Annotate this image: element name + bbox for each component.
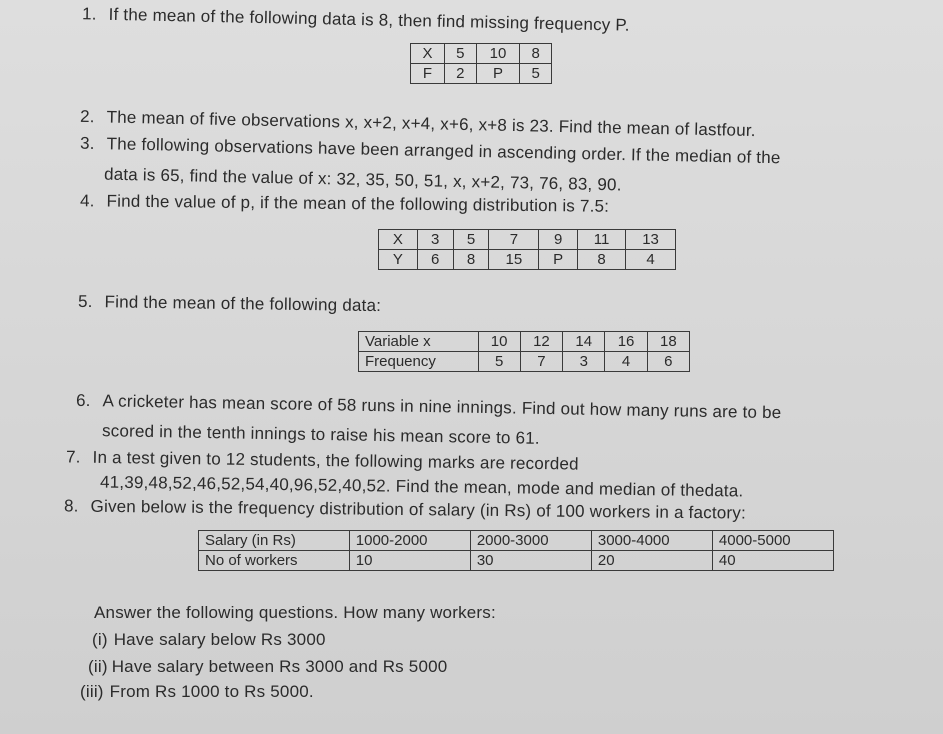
- table-cell: 6: [417, 250, 453, 270]
- question-text: The following observations have been arranged in ascending order. If the median of the: [106, 134, 781, 168]
- table-cell: 3000-4000: [591, 531, 712, 551]
- question-number: 4.: [79, 191, 95, 211]
- question-text: 41,39,48,52,46,52,54,40,96,52,40,52. Find the mean, mode and median of thedata.: [99, 472, 744, 501]
- table-cell: 12: [520, 332, 562, 352]
- table-cell: 10: [476, 44, 520, 64]
- question-number: 7.: [65, 447, 81, 467]
- table-cell: 7: [489, 230, 539, 250]
- question-7: [66, 447, 579, 474]
- table-cell: 5: [520, 64, 552, 84]
- table-cell: 10: [349, 551, 470, 571]
- table-cell: Salary (in Rs): [199, 531, 350, 551]
- table-cell: 9: [539, 230, 578, 250]
- table-row: [199, 531, 834, 551]
- table-cell: P: [539, 250, 578, 270]
- table-row: [359, 332, 690, 352]
- question-8: [64, 496, 746, 523]
- question-number: 1.: [81, 4, 97, 24]
- table-cell: 4: [605, 352, 647, 372]
- table-cell: 18: [647, 332, 689, 352]
- table-cell: 5: [453, 230, 489, 250]
- question-1: [82, 4, 630, 35]
- question-text: If the mean of the following data is 8, then find missing frequency P.: [108, 4, 630, 35]
- question-text: In a test given to 12 students, the following marks are recorded: [92, 447, 579, 474]
- table-cell: 5: [445, 44, 477, 64]
- table-cell: 14: [563, 332, 605, 352]
- question-text: scored in the tenth innings to raise his mean score to 61.: [101, 421, 540, 448]
- table-cell: X: [411, 44, 445, 64]
- q1-table: [410, 43, 552, 84]
- sub-question-label: (ii): [88, 657, 108, 676]
- table-cell: 40: [712, 551, 833, 571]
- question-3-continued: [104, 165, 622, 196]
- table-cell: 7: [520, 352, 562, 372]
- table-row: [411, 64, 552, 84]
- table-row: [411, 44, 552, 64]
- table-cell: 15: [489, 250, 539, 270]
- sub-question-iii: [80, 682, 314, 702]
- table-cell: 8: [578, 250, 626, 270]
- table-cell: 10: [478, 332, 520, 352]
- q8-table: [198, 530, 834, 571]
- question-text: Find the value of p, if the mean of the following distribution is 7.5:: [106, 191, 610, 216]
- table-cell: Y: [379, 250, 418, 270]
- question-text: Given below is the frequency distribution of salary (in Rs) of 100 workers in a factory:: [90, 496, 747, 523]
- table-cell: 5: [478, 352, 520, 372]
- table-cell: 8: [453, 250, 489, 270]
- table-cell: 1000-2000: [349, 531, 470, 551]
- answer-intro: [94, 603, 496, 623]
- table-cell: P: [476, 64, 520, 84]
- question-text: The mean of five observations x, x+2, x+4, x+6, x+8 is 23. Find the mean of lastfour.: [106, 107, 756, 141]
- question-text: Find the mean of the following data:: [104, 292, 382, 316]
- table-row: [199, 551, 834, 571]
- table-cell: 13: [626, 230, 676, 250]
- sub-question-text: Have salary below Rs 3000: [113, 630, 326, 649]
- table-cell: Frequency: [359, 352, 479, 372]
- question-text: Answer the following questions. How many workers:: [94, 603, 496, 622]
- table-cell: 6: [647, 352, 689, 372]
- question-5: [78, 292, 381, 316]
- question-number: 2.: [79, 106, 95, 127]
- table-cell: 3: [563, 352, 605, 372]
- table-cell: 20: [591, 551, 712, 571]
- table-row: [359, 352, 690, 372]
- table-cell: 2000-3000: [470, 531, 591, 551]
- table-cell: No of workers: [199, 551, 350, 571]
- question-number: 8.: [63, 496, 79, 516]
- table-cell: 3: [417, 230, 453, 250]
- question-6: [76, 391, 782, 423]
- table-cell: X: [379, 230, 418, 250]
- table-cell: Variable x: [359, 332, 479, 352]
- question-4: [80, 191, 609, 217]
- sub-question-i: [92, 630, 326, 650]
- table-cell: 8: [520, 44, 552, 64]
- question-number: 6.: [75, 390, 91, 411]
- sub-question-label: (i): [92, 630, 108, 649]
- sub-question-label: (iii): [80, 682, 104, 701]
- q4-table: [378, 229, 676, 270]
- table-cell: 16: [605, 332, 647, 352]
- table-cell: 4: [626, 250, 676, 270]
- q5-table: [358, 331, 690, 372]
- table-cell: 2: [445, 64, 477, 84]
- table-row: [379, 230, 676, 250]
- table-cell: 11: [578, 230, 626, 250]
- table-cell: 30: [470, 551, 591, 571]
- question-text: A cricketer has mean score of 58 runs in nine innings. Find out how many runs are to be: [102, 391, 782, 423]
- sub-question-text: From Rs 1000 to Rs 5000.: [109, 682, 314, 701]
- table-row: [379, 250, 676, 270]
- question-6-continued: [102, 421, 540, 449]
- sub-question-ii: [88, 657, 447, 677]
- question-number: 5.: [77, 291, 93, 312]
- question-text: data is 65, find the value of x: 32, 35, 50, 51, x, x+2, 73, 76, 83, 90.: [103, 164, 622, 195]
- table-cell: F: [411, 64, 445, 84]
- table-cell: 4000-5000: [712, 531, 833, 551]
- sub-question-text: Have salary between Rs 3000 and Rs 5000: [111, 657, 448, 676]
- question-number: 3.: [79, 133, 95, 153]
